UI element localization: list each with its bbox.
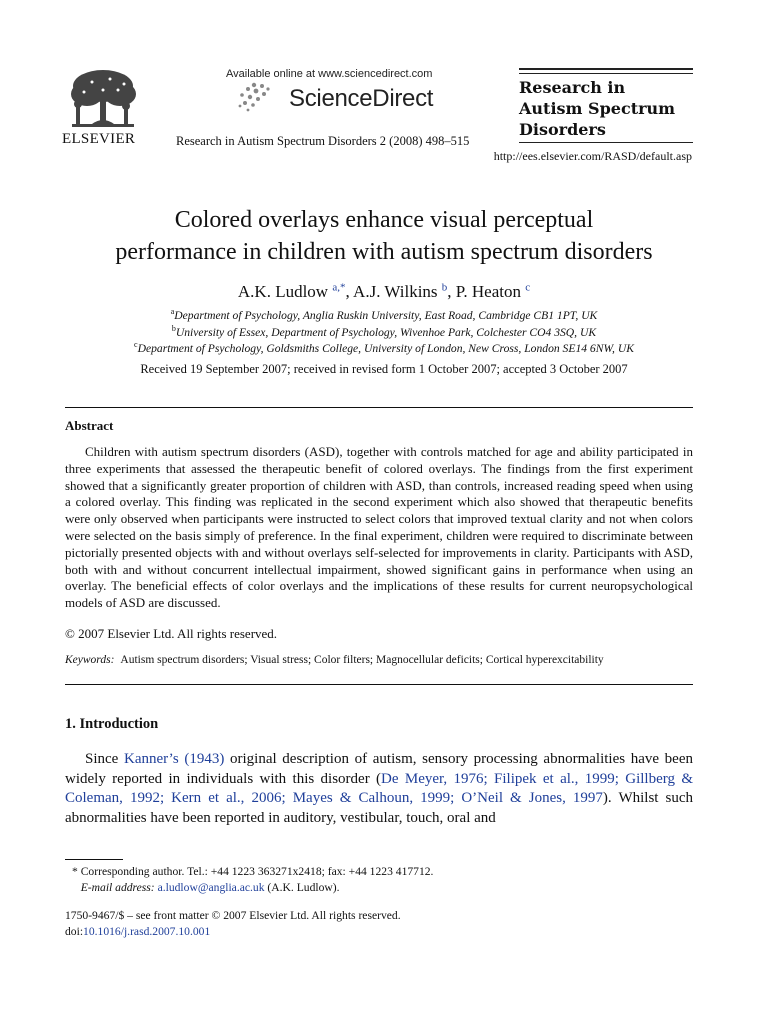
author-list: A.K. Ludlow $^{a,*}$, A.J. Wilkins $^b$, P. Heaton $^c$ [237, 281, 531, 301]
doi-line: doi:10.1016/j.rasd.2007.10.001 [65, 925, 211, 938]
journal-title: Research in Autism Spectrum Disorders [519, 78, 676, 139]
affiliation: $^c$Department of Psychology, Goldsmiths College, University of London, New Cross, London SE14 6NW, UK [134, 340, 634, 355]
affiliation: $^a$Department of Psychology, Anglia Ruskin University, East Road, Cambridge CB1 1PT, UK [170, 307, 598, 322]
footnote-divider [65, 859, 123, 860]
journal-title-box [519, 68, 693, 143]
keywords-label: Keywords: [65, 654, 115, 666]
section-heading: 1. Introduction [65, 716, 159, 732]
email-line: E-mail address: a.ludlow@anglia.ac.uk (A.K. Ludlow). [80, 881, 340, 894]
article-title: Colored overlays enhance visual perceptual performance in children with autism spectrum disorders [115, 207, 653, 265]
affiliation-list [0, 308, 768, 358]
author-name: P. Heaton [455, 282, 521, 301]
issn-line: 1750-9467/$ – see front matter © 2007 Elsevier Ltd. All rights reserved. [65, 909, 401, 922]
issn-doi [65, 908, 401, 940]
journal-citation: Research in Autism Spectrum Disorders 2 (2008) 498–515 [176, 134, 470, 148]
divider [65, 407, 693, 408]
abstract-text: Children with autism spectrum disorders (ASD), together with controls matched for age and ability participated in three experiments that assessed the therapeutic benefit of colored overlays. The findings from the first experiment showed that a significantly greater proportion of children with ASD, than controls, increased reading speed when using a colored overlay. This finding was replicated in the second experiment which also showed that therapeutic benefits were only observed when participants were instructed to select colors that improved textual clarity and not when colors were selected on the basis simply of preference. In the final experiment, children were required to discriminate between pictorially presented objects with and without overlays self-selected for improvements in clarity. Participants with ASD, both with and without concurrent intellectual impairment, showed significant gains in performance when using an overlay. The beneficial effects of color overlays and the implications of these results for current neuropsychological models of ASD are discussed. [65, 444, 693, 611]
sciencedirect-dots-logo [236, 82, 272, 112]
footnote [72, 864, 433, 896]
journal-url: http://ees.elsevier.com/RASD/default.asp [493, 149, 692, 163]
reference-links[interactable]: De Meyer, 1976; Filipek et al., 1999; Gillberg & Coleman, 1992; Kern et al., 2006; Mayes & Calhoun, 1999; O’Neil & Jones, 1997 [65, 770, 693, 806]
divider [65, 684, 693, 685]
publisher-name: ELSEVIER [62, 131, 136, 147]
email-link[interactable]: a.ludlow@anglia.ac.uk [157, 881, 265, 894]
intro-paragraph: Since Kanner’s (1943) original description of autism, sensory processing abnormalities have been widely reported in individuals with this disorder (De Meyer, 1976; Filipek et al., 1999; Gillberg & Coleman, 1992; Kern et al., 2006; Mayes & Calhoun, 1999; O’Neil & Jones, 1997). Whilst such abnormalities have been reported in auditory, vestibular, touch, oral and [65, 751, 694, 826]
affiliation: $^b$University of Essex, Department of Psychology, Wivenhoe Park, Colchester CO4 3SQ, UK [171, 323, 597, 339]
reference-link[interactable]: Kanner’s (1943) [123, 751, 225, 767]
author-affiliation-marker[interactable]: c [525, 281, 531, 294]
author-name: A.J. Wilkins [353, 282, 438, 301]
received-dates: Received 19 September 2007; received in revised form 1 October 2007; accepted 3 October 2007 [140, 362, 628, 376]
author-name: A.K. Ludlow [237, 282, 329, 301]
doi-link[interactable]: 10.1016/j.rasd.2007.10.001 [83, 925, 211, 938]
corresponding-author-note: * Corresponding author. Tel.: +44 1223 363271x2418; fax: +44 1223 417712. [72, 865, 434, 878]
abstract-copyright: © 2007 Elsevier Ltd. All rights reserved. [65, 626, 278, 641]
available-online-text: Available online at www.sciencedirect.com [226, 68, 433, 80]
author-affiliation-marker[interactable]: b [441, 281, 448, 294]
abstract-heading: Abstract [65, 418, 114, 433]
keywords [65, 654, 604, 666]
sciencedirect-wordmark: ScienceDirect [289, 85, 434, 112]
keywords-list: Autism spectrum disorders; Visual stress; Color filters; Magnocellular deficits; Cortical hyperexcitability [120, 654, 604, 666]
author-affiliation-marker[interactable]: a,* [332, 281, 346, 294]
